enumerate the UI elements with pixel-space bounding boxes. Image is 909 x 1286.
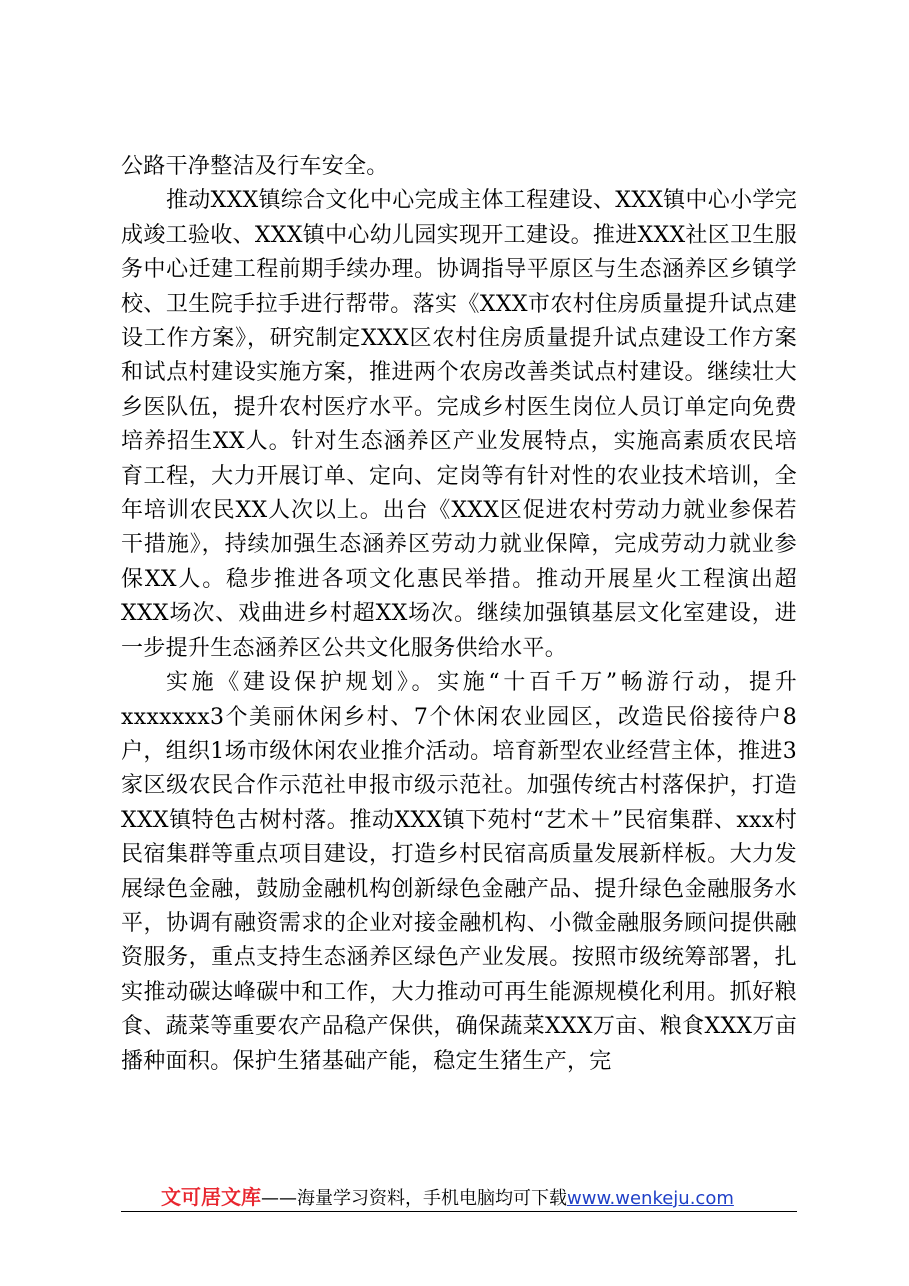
footer-banner [161,1186,734,1210]
footer-divider [121,1211,797,1212]
footer-brand: 文可居文库 [161,1185,261,1209]
paragraph-2: 推动XXX镇综合文化中心完成主体工程建设、XXX镇中心小学完成竣工验收、XXX镇中心幼儿园实现开工建设。推进XXX社区卫生服务中心迁建工程前期手续办理。协调指导平原区与生态涵养区乡镇学校、卫生院手拉手进行帮带。落实《XXX市农村住房质量提升试点建设工作方案》，研究制定XXX区农村住房质量提升试点建设工作方案和试点村建设实施方案，推进两个农房改善类试点村建设。继续壮大乡医队伍，提升农村医疗水平。完成乡村医生岗位人员订单定向免费培养招生XX人。针对生态涵养区产业发展特点，实施高素质农民培育工程，大力开展订单、定向、定岗等有针对性的农业技术培训，全年培训农民XX人次以上。出台《XXX区促进农村劳动力就业参保若干措施》，持续加强生态涵养区劳动力就业保障，完成劳动力就业参保XX人。稳步推进各项文化惠民举措。推动开展星火工程演出超XXX场次、戏曲进乡村超XX场次。继续加强镇基层文化室建设，进一步提升生态涵养区公共文化服务供给水平。 [121,188,797,661]
page-footer [121,1180,797,1214]
document-body [121,150,797,1079]
footer-website-link[interactable]: www.wenkeju.com [567,1188,734,1209]
paragraph-1: 公路干净整洁及行车安全。 [121,154,389,179]
paragraph-3: 实施《建设保护规划》。实施“十百千万”畅游行动，提升xxxxxxx3个美丽休闲乡村、7个休闲农业园区，改造民俗接待户8户，组织1场市级休闲农业推介活动。培育新型农业经营主体，推进3家区级农民合作示范社申报市级示范社。加强传统古村落保护，打造XXX镇特色古树村落。推动XXX镇下苑村“艺术＋”民宿集群、xxx村民宿集群等重点项目建设，打造乡村民宿高质量发展新样板。大力发展绿色金融，鼓励金融机构创新绿色金融产品、提升绿色金融服务水平，协调有融资需求的企业对接金融机构、小微金融服务顾问提供融资服务，重点支持生态涵养区绿色产业发展。按照市级统筹部署，扎实推动碳达峰碳中和工作，大力推动可再生能源规模化利用。抓好粮食、蔬菜等重要农产品稳产保供，确保蔬菜XXX万亩、粮食XXX万亩播种面积。保护生猪基础产能，稳定生猪生产，完 [121,670,797,1074]
footer-tagline: ——海量学习资料，手机电脑均可下载 [261,1188,567,1209]
